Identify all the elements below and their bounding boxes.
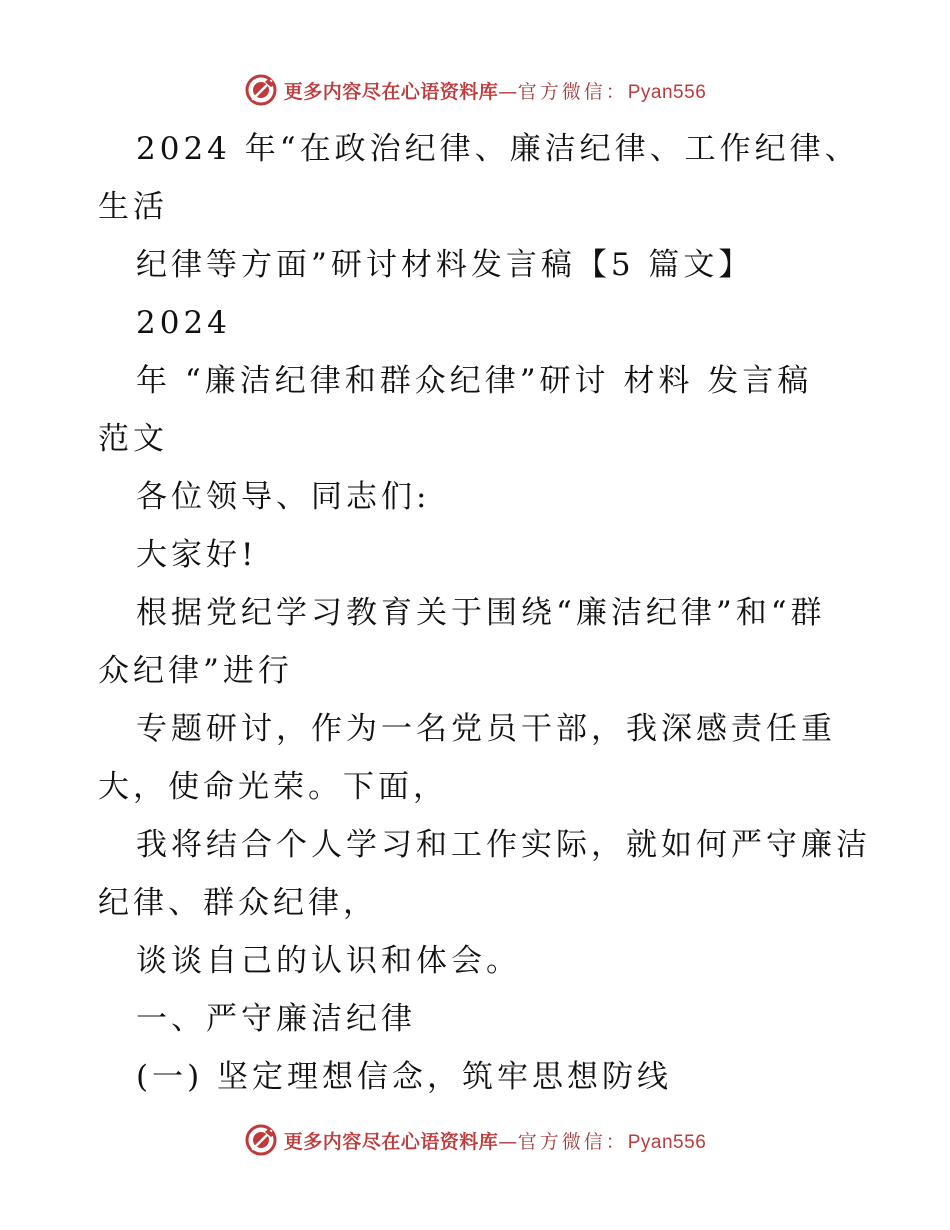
watermark-text	[284, 77, 707, 104]
subtitle-line-1: 年 “廉洁纪律和群众纪律”研讨 材料 发言稿	[136, 363, 813, 399]
subtitle-line-2: 范文	[98, 421, 168, 457]
paragraph-line: 纪律、群众纪律，	[98, 885, 378, 921]
salutation: 各位领导、同志们:	[136, 479, 431, 515]
document-body	[98, 120, 871, 1106]
watermark-group	[244, 73, 707, 107]
paragraph-line: 谈谈自己的认识和体会。	[136, 943, 521, 979]
section-heading: 一、严守廉洁纪律	[136, 1001, 416, 1037]
watermark-wechat-id: Pyan556	[627, 1131, 707, 1153]
watermark-text	[284, 1127, 707, 1154]
watermark-official: 官方微信：	[517, 80, 628, 103]
title-line-1: 2024 年“在政治纪律、廉洁纪律、工作纪律、	[136, 131, 860, 167]
watermark-wechat-id: Pyan556	[627, 81, 707, 103]
title-line-3: 纪律等方面”研讨材料发言稿【5 篇文】	[136, 247, 754, 283]
watermark-brand: 更多内容尽在心语资料库	[283, 1130, 499, 1153]
title-line-2: 生活	[98, 189, 168, 225]
greeting: 大家好!	[136, 537, 258, 573]
pen-logo-icon	[244, 73, 278, 107]
subtitle-year: 2024	[136, 305, 231, 341]
paragraph-line: 根据党纪学习教育关于围绕“廉洁纪律”和“群	[136, 595, 826, 631]
pen-logo-icon	[244, 1123, 278, 1157]
watermark-official: 官方微信：	[517, 1130, 628, 1153]
paragraph-line: 众纪律”进行	[98, 653, 293, 689]
subsection-heading: (一) 坚定理想信念，筑牢思想防线	[136, 1059, 673, 1095]
paragraph-line: 我将结合个人学习和工作实际，就如何严守廉洁	[136, 827, 871, 863]
paragraph-line: 大，使命光荣。下面，	[98, 769, 448, 805]
watermark-brand: 更多内容尽在心语资料库	[283, 80, 499, 103]
watermark-separator: —	[498, 80, 518, 103]
footer-watermark	[0, 1120, 950, 1160]
watermark-group	[244, 1123, 707, 1157]
watermark-separator: —	[498, 1130, 518, 1153]
paragraph-line: 专题研讨，作为一名党员干部，我深感责任重	[136, 711, 836, 747]
header-watermark	[0, 70, 950, 110]
